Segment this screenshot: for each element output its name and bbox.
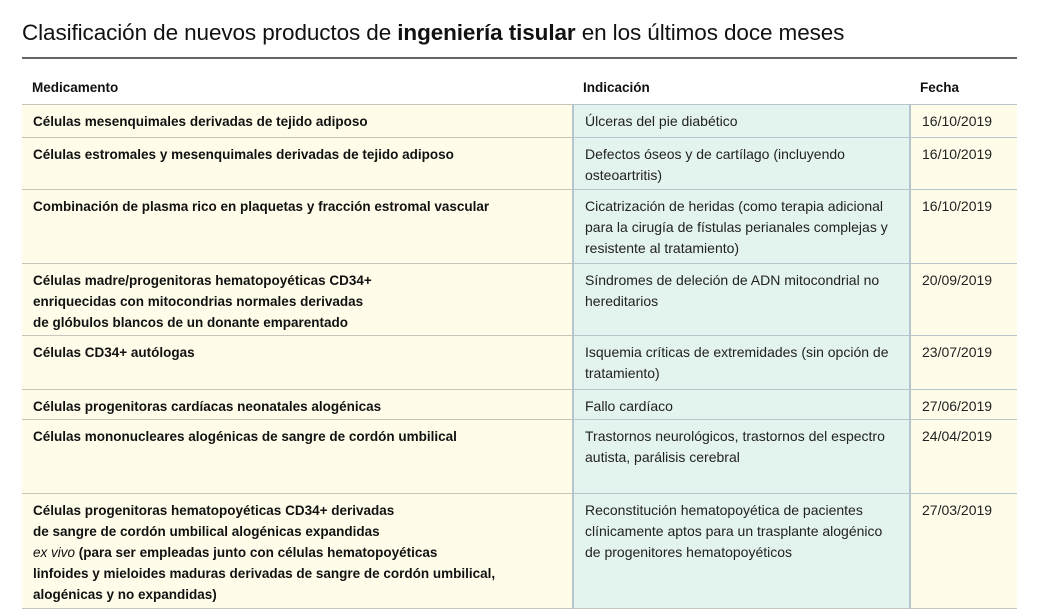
page-title [22,20,844,46]
table-row [22,419,1017,493]
cell-medicamento [22,189,573,263]
cell-indicacion: Trastornos neurológicos, trastornos del espectro autista, parálisis cerebral [573,419,910,493]
table-row [22,263,1017,335]
medicamento-italic-text: ex vivo [33,544,76,560]
table-header-row [22,69,1017,104]
cell-fecha: 27/06/2019 [910,389,1017,419]
medicamento-text: Células CD34+ autólogas [33,344,195,360]
medicamento-text: Células mesenquimales derivadas de tejido adiposo [33,113,368,129]
medicamento-text: Células madre/progenitoras hematopoyéticas CD34+ [33,272,372,288]
title-emphasis: ingeniería tisular [397,20,576,45]
cell-indicacion: Fallo cardíaco [573,389,910,419]
medicamento-text: Combinación de plasma rico en plaquetas y fracción estromal vascular [33,198,490,214]
medicamento-text: Células estromales y mesenquimales derivadas de tejido adiposo [33,146,454,162]
medicamento-text [33,542,561,563]
cell-fecha: 16/10/2019 [910,104,1017,137]
cell-indicacion: Cicatrización de heridas (como terapia adicional para la cirugía de fístulas perianales complejas y resistente al tratamiento) [573,189,910,263]
cell-medicamento [22,419,573,493]
cell-medicamento [22,104,573,137]
cell-fecha: 24/04/2019 [910,419,1017,493]
medicamento-text: enriquecidas con mitocondrias normales derivadas [33,293,364,309]
cell-medicamento [22,263,573,335]
cell-medicamento [22,493,573,608]
cell-fecha: 20/09/2019 [910,263,1017,335]
cell-indicacion: Isquemia críticas de extremidades (sin opción de tratamiento) [573,335,910,389]
cell-indicacion: Úlceras del pie diabético [573,104,910,137]
cell-indicacion: Síndromes de deleción de ADN mitocondrial no hereditarios [573,263,910,335]
table-row [22,104,1017,137]
cell-fecha: 16/10/2019 [910,189,1017,263]
medicamento-text: Células progenitoras hematopoyéticas CD34+ derivadas [33,502,395,518]
medicamento-text: linfoides y mieloides maduras derivadas de sangre de cordón umbilical, [33,565,496,581]
table-row [22,389,1017,419]
title-divider [22,57,1017,59]
medicamento-text: Células mononucleares alogénicas de sangre de cordón umbilical [33,428,457,444]
cell-fecha: 27/03/2019 [910,493,1017,608]
cell-medicamento [22,389,573,419]
cell-fecha: 16/10/2019 [910,137,1017,189]
title-text-end: en los últimos doce meses [575,20,845,45]
header-fecha: Fecha [910,69,1017,104]
title-text: Clasificación de nuevos productos de [22,20,398,45]
table-row [22,493,1017,608]
table-row [22,335,1017,389]
cell-indicacion: Defectos óseos y de cartílago (incluyendo osteoartritis) [573,137,910,189]
table-row [22,189,1017,263]
cell-medicamento [22,137,573,189]
medicamento-text: de glóbulos blancos de un donante emparentado [33,314,349,330]
header-medicamento: Medicamento [22,69,573,104]
table-row [22,137,1017,189]
medicamento-text: alogénicas y no expandidas) [33,586,217,602]
medicamento-text: de sangre de cordón umbilical alogénicas expandidas [33,523,380,539]
cell-indicacion: Reconstitución hematopoyética de pacientes clínicamente aptos para un trasplante alogénico de progenitores hematopoyéticos [573,493,910,608]
cell-fecha: 23/07/2019 [910,335,1017,389]
medicamento-text: Células progenitoras cardíacas neonatales alogénicas [33,398,382,414]
cell-medicamento [22,335,573,389]
medicamento-text: (para ser empleadas junto con células hematopoyéticas [75,544,438,560]
products-table [22,69,1017,609]
header-indicacion: Indicación [573,69,910,104]
